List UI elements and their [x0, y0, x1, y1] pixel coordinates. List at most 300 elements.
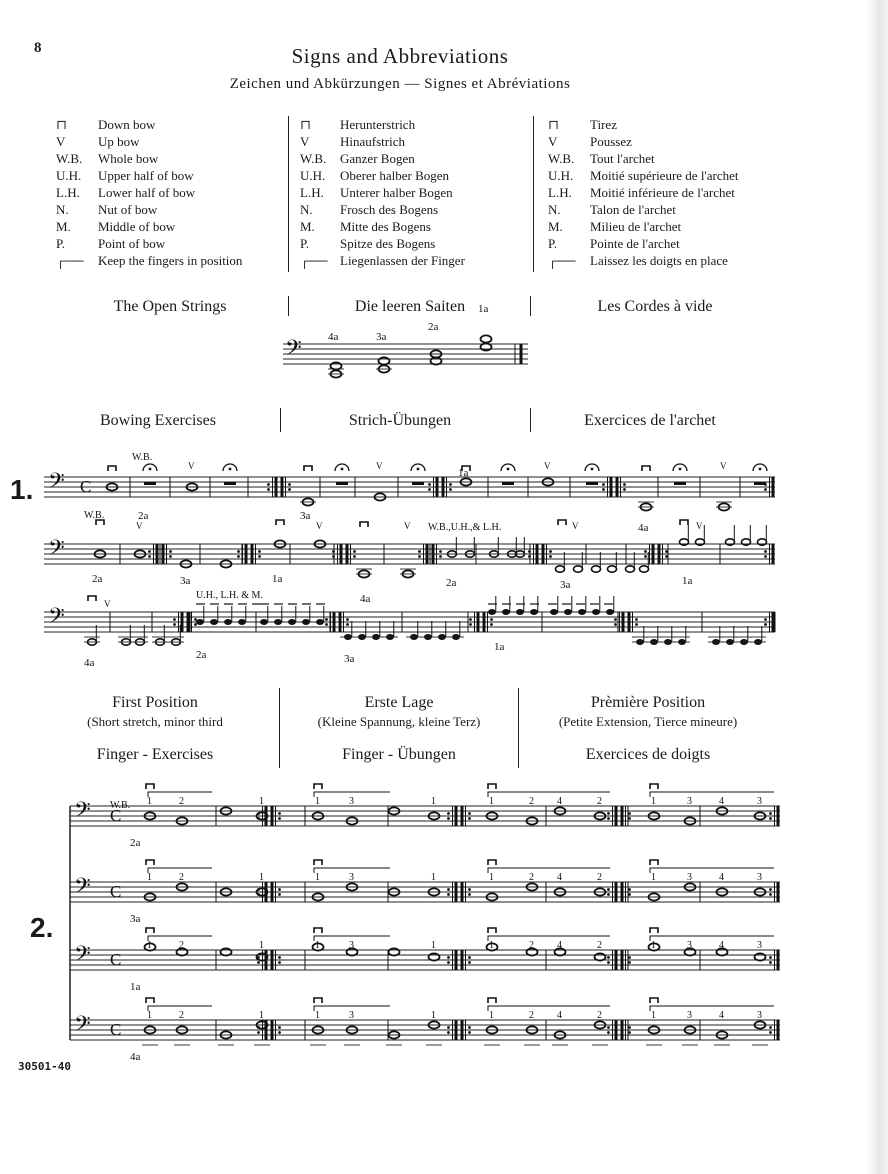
- string-label: 1a: [682, 575, 693, 587]
- repeat-dot: [258, 555, 261, 558]
- repeat-dot: [332, 550, 335, 553]
- repeat-dot: [439, 550, 442, 553]
- repeat-dot: [468, 888, 471, 891]
- repeat-dot: [628, 817, 631, 820]
- fermata-dot: [149, 468, 152, 471]
- repeat-dot: [635, 623, 638, 626]
- down-bow-icon: [96, 520, 104, 525]
- finger-number: 3: [687, 796, 692, 807]
- note-whole: [481, 343, 492, 350]
- down-bow-icon: [304, 466, 312, 471]
- bass-clef-icon: 𝄢: [74, 942, 91, 971]
- whole-rest: [586, 482, 598, 485]
- sign-label: Ganzer Bogen: [340, 151, 415, 166]
- repeat-dot: [267, 488, 270, 491]
- note-half: [574, 566, 583, 572]
- finger-number: 4: [719, 940, 724, 951]
- open-strings-heading-fr: Les Cordes à vide: [597, 298, 713, 315]
- note-half: [592, 566, 601, 572]
- first-position-sub-en: (Short stretch, minor third: [87, 714, 223, 729]
- repeat-dot: [490, 623, 493, 626]
- sign-abbr: L.H.: [300, 185, 324, 200]
- finger-number: 2: [529, 1010, 534, 1021]
- sign-label: Mitte des Bogens: [340, 219, 431, 234]
- finger-number: 1: [315, 872, 320, 883]
- bowing-heading-en: Bowing Exercises: [100, 412, 216, 429]
- exercise-number-1: 1.: [10, 474, 34, 505]
- sign-label: Pointe de l'archet: [590, 236, 680, 251]
- sign-abbr: V: [56, 134, 66, 149]
- note-quarter: [502, 609, 510, 615]
- finger-number: 4: [719, 1010, 724, 1021]
- sign-label: Tout l'archet: [590, 151, 655, 166]
- repeat-dot: [665, 550, 668, 553]
- repeat-dot: [148, 555, 151, 558]
- repeat-dot: [346, 618, 349, 621]
- down-bow-icon: [488, 784, 496, 789]
- repeat-dot: [447, 961, 450, 964]
- finger-number: 2: [597, 872, 602, 883]
- repeat-dot: [635, 618, 638, 621]
- repeat-dot: [194, 618, 197, 621]
- repeat-dot: [769, 888, 772, 891]
- finger-number: 3: [687, 872, 692, 883]
- repeat-dot: [769, 1026, 772, 1029]
- finger-number: 3: [687, 940, 692, 951]
- sign-abbr: ┌──: [300, 253, 328, 268]
- finger-number: 4: [557, 872, 562, 883]
- bass-clef-icon: 𝄢: [48, 536, 65, 565]
- bass-clef-icon: 𝄢: [48, 469, 65, 498]
- string-label: 3a: [344, 653, 355, 665]
- down-bow-icon: [314, 860, 322, 865]
- repeat-dot: [528, 550, 531, 553]
- string-label: 4a: [84, 657, 95, 669]
- time-signature: C: [110, 1020, 122, 1039]
- repeat-dot: [628, 961, 631, 964]
- repeat-dot: [665, 555, 668, 558]
- bass-clef-icon: 𝄢: [285, 336, 302, 365]
- repeat-dot: [549, 550, 552, 553]
- repeat-dot: [769, 893, 772, 896]
- first-position-heading-de: Erste Lage: [364, 694, 434, 711]
- sign-label: Whole bow: [98, 151, 159, 166]
- repeat-dot: [325, 623, 328, 626]
- finger-number: 4: [719, 796, 724, 807]
- note-whole: [595, 953, 606, 960]
- repeat-dot: [468, 961, 471, 964]
- repeat-dot: [278, 817, 281, 820]
- repeat-dot: [418, 550, 421, 553]
- repeat-dot: [447, 817, 450, 820]
- first-position-heading-fr: Prèmière Position: [590, 694, 706, 711]
- finger-number: 1: [651, 796, 656, 807]
- finger-hold-bracket: [650, 936, 774, 941]
- finger-number: 1: [259, 872, 264, 883]
- repeat-dot: [628, 888, 631, 891]
- repeat-dot: [468, 1031, 471, 1034]
- down-bow-icon: [314, 998, 322, 1003]
- finger-number: 2: [597, 796, 602, 807]
- exercise-number-2: 2.: [30, 912, 54, 943]
- string-label: 3a: [180, 575, 191, 587]
- repeat-dot: [769, 812, 772, 815]
- repeat-dot: [607, 956, 610, 959]
- sign-abbr: ┌──: [548, 253, 576, 268]
- repeat-dot: [644, 555, 647, 558]
- repeat-dot: [332, 555, 335, 558]
- sign-abbr: L.H.: [548, 185, 572, 200]
- note-quarter: [224, 619, 232, 625]
- sign-label: Liegenlassen der Finger: [340, 253, 465, 268]
- sign-label: Keep the fingers in position: [98, 253, 243, 268]
- note-half: [556, 566, 565, 572]
- sign-label: Spitze des Bogens: [340, 236, 436, 251]
- string-label: 1a: [130, 981, 141, 993]
- fermata-dot: [759, 468, 762, 471]
- sign-abbr: V: [300, 134, 310, 149]
- finger-number: 1: [259, 1010, 264, 1021]
- repeat-dot: [257, 1031, 260, 1034]
- sign-label: Middle of bow: [98, 219, 176, 234]
- whole-rest: [674, 482, 686, 485]
- note-quarter: [288, 619, 296, 625]
- repeat-dot: [602, 483, 605, 486]
- note-quarter: [550, 609, 558, 615]
- fermata-dot: [679, 468, 682, 471]
- sign-label: Moitié supérieure de l'archet: [590, 168, 739, 183]
- string-label: 4a: [328, 331, 339, 343]
- repeat-dot: [447, 888, 450, 891]
- sign-label: Hinaufstrich: [340, 134, 405, 149]
- repeat-dot: [237, 555, 240, 558]
- string-label: 1a: [478, 303, 489, 315]
- down-bow-icon: [650, 860, 658, 865]
- note-half: [640, 566, 649, 572]
- up-bow-icon: V: [376, 461, 383, 471]
- string-label: 3a: [300, 510, 311, 522]
- note-whole: [481, 335, 492, 342]
- up-bow-icon: V: [316, 521, 323, 531]
- down-bow-icon: [650, 784, 658, 789]
- whole-rest: [144, 482, 156, 485]
- fermata-dot: [229, 468, 232, 471]
- finger-number: 1: [651, 940, 656, 951]
- sign-abbr: U.H.: [300, 168, 326, 183]
- sign-label: Frosch des Bogens: [340, 202, 439, 217]
- finger-hold-bracket: [488, 1006, 610, 1011]
- finger-number: 1: [147, 1010, 152, 1021]
- repeat-dot: [288, 488, 291, 491]
- sign-abbr: ⊓: [548, 117, 559, 132]
- time-signature: C: [110, 882, 122, 901]
- repeat-dot: [447, 893, 450, 896]
- bowing-heading-fr: Exercices de l'archet: [584, 412, 716, 429]
- repeat-dot: [769, 961, 772, 964]
- note-whole: [379, 357, 390, 364]
- sign-abbr: N.: [56, 202, 69, 217]
- repeat-dot: [769, 817, 772, 820]
- down-bow-icon: [88, 596, 96, 601]
- whole-rest: [412, 482, 424, 485]
- finger-number: 4: [719, 872, 724, 883]
- repeat-dot: [628, 812, 631, 815]
- repeat-dot: [169, 555, 172, 558]
- finger-number: 1: [431, 940, 436, 951]
- finger-number: 2: [529, 872, 534, 883]
- finger-number: 3: [687, 1010, 692, 1021]
- repeat-dot: [628, 1026, 631, 1029]
- repeat-dot: [468, 812, 471, 815]
- string-label: 3a: [130, 913, 141, 925]
- time-signature: C: [80, 477, 92, 496]
- repeat-dot: [607, 817, 610, 820]
- whole-rest: [502, 482, 514, 485]
- sign-label: Unterer halber Bogen: [340, 185, 453, 200]
- repeat-dot: [468, 1026, 471, 1029]
- repeat-dot: [449, 483, 452, 486]
- note-whole: [331, 362, 342, 369]
- note-quarter: [564, 609, 572, 615]
- finger-number: 1: [651, 872, 656, 883]
- repeat-dot: [623, 483, 626, 486]
- finger-number: 3: [757, 940, 762, 951]
- repeat-dot: [267, 483, 270, 486]
- finger-number: 1: [259, 940, 264, 951]
- sign-abbr: M.: [56, 219, 71, 234]
- finger-number: 1: [489, 940, 494, 951]
- note-quarter: [238, 619, 246, 625]
- repeat-dot: [169, 550, 172, 553]
- note-whole: [429, 953, 440, 960]
- sign-abbr: ⊓: [56, 117, 67, 132]
- string-label: 4a: [638, 522, 649, 534]
- page-subtitle: Zeichen und Abkürzungen — Signes et Abréviations: [229, 76, 571, 92]
- finger-number: 2: [179, 1010, 184, 1021]
- finger-number: 4: [557, 796, 562, 807]
- down-bow-icon: [680, 520, 688, 525]
- finger-number: 1: [147, 796, 152, 807]
- sign-abbr: P.: [300, 236, 310, 251]
- down-bow-icon: [650, 928, 658, 933]
- finger-number: 1: [431, 796, 436, 807]
- string-label: 1a: [272, 573, 283, 585]
- repeat-dot: [257, 961, 260, 964]
- down-bow-icon: [488, 860, 496, 865]
- fermata-dot: [341, 468, 344, 471]
- finger-number: 1: [315, 796, 320, 807]
- repeat-dot: [623, 488, 626, 491]
- sign-abbr: ┌──: [56, 253, 84, 268]
- sign-abbr: P.: [548, 236, 558, 251]
- repeat-dot: [607, 893, 610, 896]
- sign-label: Point of bow: [98, 236, 166, 251]
- sign-abbr: P.: [56, 236, 66, 251]
- string-label: 2a: [130, 837, 141, 849]
- note-whole: [221, 948, 232, 955]
- repeat-dot: [288, 483, 291, 486]
- open-strings-heading-de: Die leeren Saiten: [354, 298, 466, 315]
- note-quarter: [488, 609, 496, 615]
- repeat-dot: [614, 623, 617, 626]
- fermata-dot: [591, 468, 594, 471]
- note-quarter: [592, 609, 600, 615]
- note-quarter: [606, 609, 614, 615]
- finger-number: 1: [147, 872, 152, 883]
- repeat-dot: [278, 1026, 281, 1029]
- repeat-dot: [173, 618, 176, 621]
- finger-number: 3: [349, 872, 354, 883]
- repeat-dot: [173, 623, 176, 626]
- repeat-dot: [468, 956, 471, 959]
- finger-hold-bracket: [488, 936, 610, 941]
- sign-label: Down bow: [98, 117, 156, 132]
- string-label: 1a: [494, 641, 505, 653]
- finger-number: 3: [349, 940, 354, 951]
- repeat-dot: [278, 893, 281, 896]
- sign-abbr: W.B.: [548, 151, 575, 166]
- bowing-mark-uh-lh-m: U.H., L.H. & M.: [196, 590, 263, 601]
- whole-rest: [224, 482, 236, 485]
- down-bow-icon: [558, 520, 566, 525]
- finger-exercises-heading-de: Finger - Übungen: [342, 746, 456, 763]
- sign-abbr: U.H.: [56, 168, 82, 183]
- repeat-dot: [607, 1026, 610, 1029]
- finger-number: 1: [431, 872, 436, 883]
- down-bow-icon: [488, 998, 496, 1003]
- sign-abbr: L.H.: [56, 185, 80, 200]
- note-quarter: [302, 619, 310, 625]
- repeat-dot: [764, 488, 767, 491]
- repeat-dot: [769, 1031, 772, 1034]
- finger-number: 4: [557, 940, 562, 951]
- up-bow-icon: V: [720, 461, 727, 471]
- sign-abbr: W.B.: [300, 151, 327, 166]
- repeat-dot: [428, 488, 431, 491]
- finger-number: 2: [179, 796, 184, 807]
- down-bow-icon: [314, 784, 322, 789]
- repeat-dot: [346, 623, 349, 626]
- repeat-dot: [447, 1026, 450, 1029]
- sign-abbr: U.H.: [548, 168, 574, 183]
- repeat-dot: [447, 1031, 450, 1034]
- down-bow-icon: [108, 466, 116, 471]
- first-position-sub-de: (Kleine Spannung, kleine Terz): [317, 714, 481, 729]
- repeat-dot: [418, 555, 421, 558]
- finger-number: 2: [529, 796, 534, 807]
- finger-number: 2: [529, 940, 534, 951]
- repeat-dot: [278, 1031, 281, 1034]
- up-bow-icon: V: [188, 461, 195, 471]
- finger-number: 2: [597, 1010, 602, 1021]
- up-bow-icon: V: [544, 461, 551, 471]
- up-bow-icon: V: [696, 521, 703, 531]
- publisher-code: 30501-40: [18, 1060, 71, 1073]
- sign-abbr: N.: [548, 202, 561, 217]
- finger-number: 1: [431, 1010, 436, 1021]
- finger-number: 3: [757, 796, 762, 807]
- string-label: 2a: [446, 577, 457, 589]
- repeat-dot: [258, 550, 261, 553]
- repeat-dot: [439, 555, 442, 558]
- down-bow-icon: [146, 784, 154, 789]
- repeat-dot: [447, 812, 450, 815]
- string-label: 3a: [560, 579, 571, 591]
- string-label: 2a: [138, 510, 149, 522]
- up-bow-icon: V: [104, 599, 111, 609]
- repeat-dot: [469, 618, 472, 621]
- note-quarter: [316, 619, 324, 625]
- fermata-dot: [507, 468, 510, 471]
- string-label: 2a: [196, 649, 207, 661]
- repeat-dot: [449, 488, 452, 491]
- fermata-dot: [417, 468, 420, 471]
- finger-number: 1: [315, 1010, 320, 1021]
- repeat-dot: [628, 893, 631, 896]
- repeat-dot: [607, 888, 610, 891]
- sign-abbr: V: [548, 134, 558, 149]
- note-quarter: [196, 619, 204, 625]
- repeat-dot: [325, 618, 328, 621]
- repeat-dot: [764, 550, 767, 553]
- finger-hold-bracket: [650, 868, 774, 873]
- sign-label: Talon de l'archet: [590, 202, 676, 217]
- string-label: 2a: [428, 321, 439, 333]
- finger-hold-bracket: [650, 1006, 774, 1011]
- finger-exercises-heading-fr: Exercices de doigts: [585, 746, 711, 763]
- down-bow-icon: [650, 998, 658, 1003]
- note-half: [608, 566, 617, 572]
- whole-rest: [336, 482, 348, 485]
- sign-label: Nut of bow: [98, 202, 158, 217]
- sign-label: Poussez: [590, 134, 632, 149]
- finger-hold-bracket: [488, 868, 610, 873]
- time-signature: C: [110, 806, 122, 825]
- repeat-dot: [353, 550, 356, 553]
- note-whole: [389, 948, 400, 955]
- page-title: Signs and Abbreviations: [291, 44, 509, 68]
- repeat-dot: [468, 817, 471, 820]
- sign-label: Laissez les doigts en place: [590, 253, 728, 268]
- first-position-heading-en: First Position: [112, 694, 198, 711]
- note-quarter: [274, 619, 282, 625]
- sign-label: Oberer halber Bogen: [340, 168, 450, 183]
- bowing-heading-de: Strich-Übungen: [348, 412, 452, 429]
- finger-number: 2: [179, 940, 184, 951]
- down-bow-icon: [146, 998, 154, 1003]
- up-bow-icon: V: [404, 521, 411, 531]
- finger-number: 1: [315, 940, 320, 951]
- up-bow-icon: V: [136, 521, 143, 531]
- note-quarter: [530, 609, 538, 615]
- note-quarter: [578, 609, 586, 615]
- sign-label: Up bow: [98, 134, 140, 149]
- repeat-dot: [628, 1031, 631, 1034]
- sign-label: Milieu de l'archet: [590, 219, 682, 234]
- note-half: [626, 566, 635, 572]
- repeat-dot: [428, 483, 431, 486]
- whole-rest: [754, 482, 766, 485]
- repeat-dot: [602, 488, 605, 491]
- string-label: 1a: [458, 467, 469, 479]
- page-number: 8: [34, 40, 42, 56]
- bass-clef-icon: 𝄢: [74, 1012, 91, 1041]
- finger-number: 2: [179, 872, 184, 883]
- sign-abbr: N.: [300, 202, 313, 217]
- note-quarter: [260, 619, 268, 625]
- repeat-dot: [469, 623, 472, 626]
- sign-abbr: M.: [548, 219, 563, 234]
